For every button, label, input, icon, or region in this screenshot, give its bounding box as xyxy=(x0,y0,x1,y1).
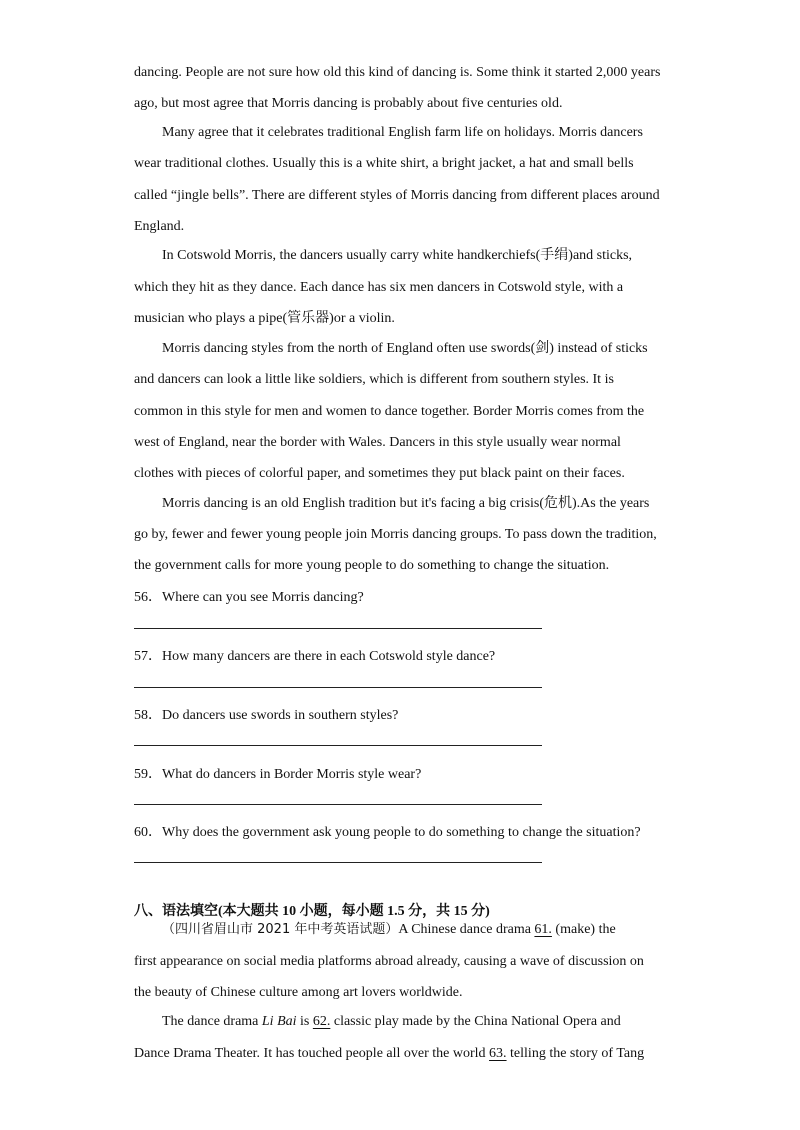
blank-63[interactable]: 63. xyxy=(489,1046,507,1061)
passage-line: which they hit as they dance. Each dance has six men dancers in Cotswold style, with a xyxy=(134,280,624,295)
passage-line: England. xyxy=(134,219,185,234)
section-heading: 八、语法填空(本大题共 10 小题，每小题 1.5 分，共 15 分) xyxy=(134,904,490,919)
question-58: 58．Do dancers use swords in southern styles? xyxy=(134,708,399,723)
question-57: 57．How many dancers are there in each Cotswold style dance? xyxy=(134,649,496,664)
answer-line-60[interactable] xyxy=(134,862,542,863)
passage-line: dancing. People are not sure how old this kind of dancing is. Some think it started 2,000 years xyxy=(134,65,661,80)
passage-line: called “jingle bells”. There are different styles of Morris dancing from different places around xyxy=(134,188,660,203)
passage-line: Morris dancing is an old English tradition but it's facing a big crisis(危机).As the years xyxy=(162,496,650,511)
blank-62[interactable]: 62. xyxy=(312,1014,331,1029)
cloze-text: classic play made by the China National Opera and xyxy=(330,1014,621,1029)
title-italic: Li Bai xyxy=(261,1014,297,1029)
passage-line: Morris dancing styles from the north of England often use swords(剑) instead of sticks xyxy=(162,341,648,356)
answer-line-56[interactable] xyxy=(134,628,542,629)
blank-61[interactable]: 61. xyxy=(534,922,552,937)
cloze-line xyxy=(134,1045,644,1063)
question-56: 56．Where can you see Morris dancing? xyxy=(134,590,364,605)
answer-line-57[interactable] xyxy=(134,687,542,688)
cloze-line xyxy=(162,1013,621,1031)
cloze-line: the beauty of Chinese culture among art lovers worldwide. xyxy=(134,985,463,1000)
passage-line: go by, fewer and fewer young people join Morris dancing groups. To pass down the tradition, xyxy=(134,527,657,542)
question-59: 59．What do dancers in Border Morris style wear? xyxy=(134,767,422,782)
passage-line: In Cotswold Morris, the dancers usually carry white handkerchiefs(手绢)and sticks, xyxy=(162,248,633,263)
cloze-text: (make) the xyxy=(551,922,616,937)
passage-line: Many agree that it celebrates traditional English farm life on holidays. Morris dancers xyxy=(162,125,643,140)
answer-line-58[interactable] xyxy=(134,745,542,746)
passage-line: and dancers can look a little like soldiers, which is different from southern styles. It is xyxy=(134,372,614,387)
cloze-text: is xyxy=(296,1014,313,1029)
cloze-text: A Chinese dance drama xyxy=(398,922,535,937)
passage-line: common in this style for men and women to dance together. Border Morris comes from the xyxy=(134,404,645,419)
passage-line: clothes with pieces of colorful paper, and sometimes they put black paint on their faces. xyxy=(134,466,625,481)
cloze-line xyxy=(162,921,616,939)
passage-line: west of England, near the border with Wales. Dancers in this style usually wear normal xyxy=(134,435,621,450)
cloze-text: telling the story of Tang xyxy=(506,1046,645,1061)
cloze-line: first appearance on social media platforms abroad already, causing a wave of discussion on xyxy=(134,954,644,969)
passage-line: the government calls for more young people to do something to change the situation. xyxy=(134,558,610,573)
answer-line-59[interactable] xyxy=(134,804,542,805)
passage-line: wear traditional clothes. Usually this is a white shirt, a bright jacket, a hat and small bells xyxy=(134,156,634,171)
passage-line: ago, but most agree that Morris dancing is probably about five centuries old. xyxy=(134,96,563,111)
question-60: 60．Why does the government ask young people to do something to change the situation? xyxy=(134,825,641,840)
cloze-text: Dance Drama Theater. It has touched people all over the world xyxy=(134,1046,490,1061)
cloze-text: The dance drama xyxy=(162,1014,262,1029)
source-note: （四川省眉山市 2021 年中考英语试题） xyxy=(162,922,399,937)
passage-line: musician who plays a pipe(管乐器)or a violin. xyxy=(134,311,395,326)
